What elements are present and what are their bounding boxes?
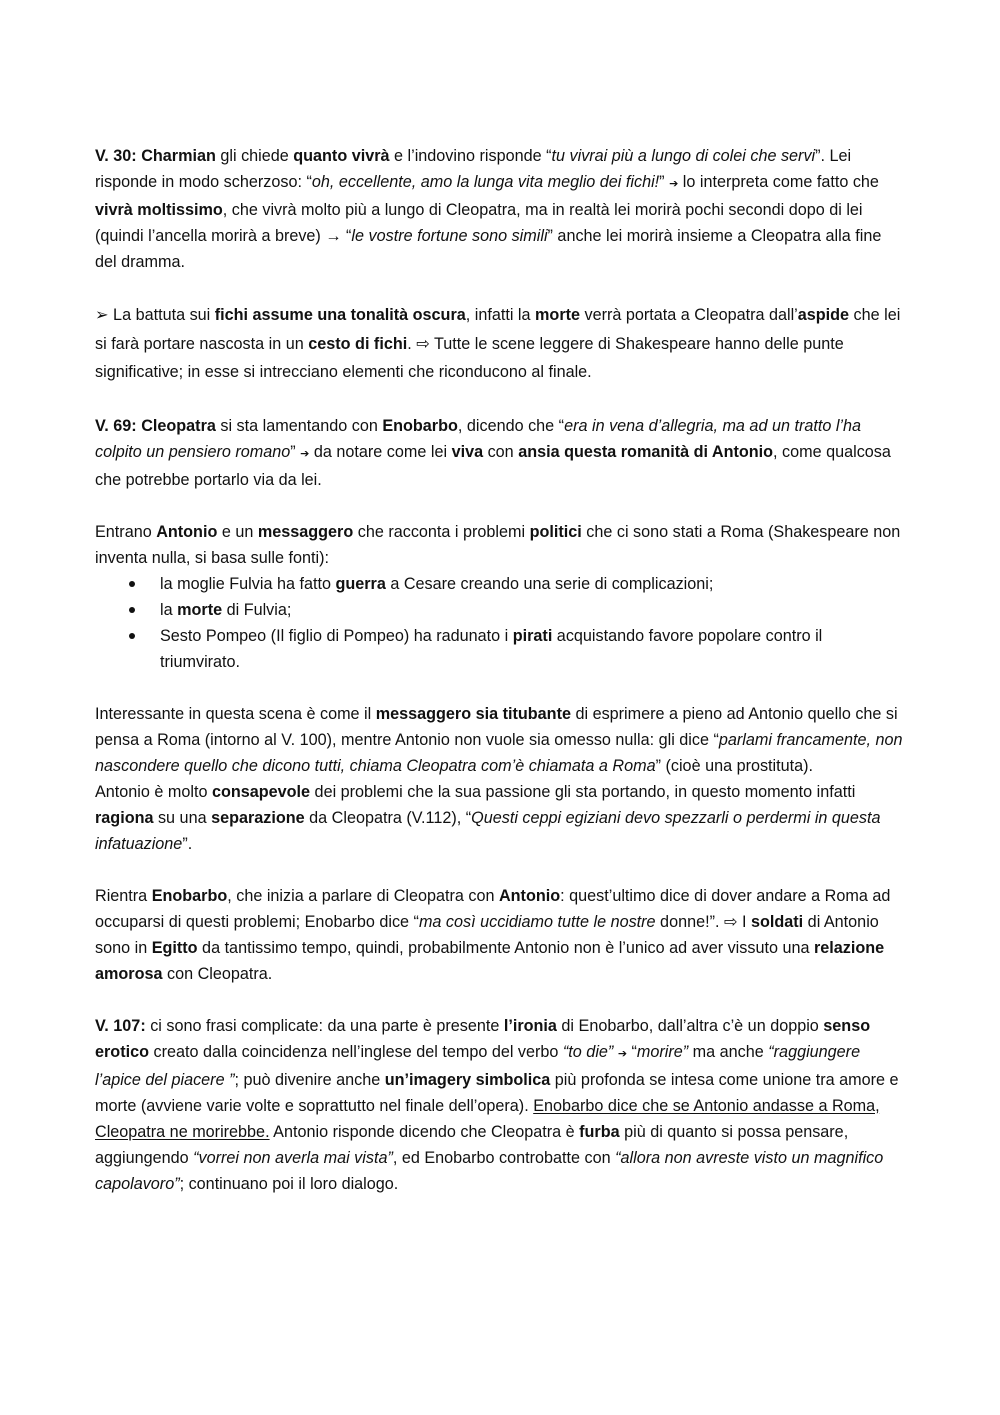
verse-ref: V. 30: [95, 147, 142, 165]
quote-text: morire” [636, 1042, 689, 1061]
text: di Fulvia; [222, 600, 292, 619]
bold-text: Enobarbo [382, 416, 458, 435]
text: di esprimere a pieno ad Antonio quello che si pensa a Roma (intorno al V. 100), mentre Antonio non vuole sia omesso nulla: gli dice “ [95, 704, 898, 749]
text: lo interpreta come fatto che [678, 173, 879, 191]
underlined-text: Enobarbo dice che se Antonio andasse a Roma, Cleopatra ne morirebbe. [95, 1096, 880, 1141]
paragraph-fichi [95, 301, 905, 387]
quote-text: “allora non avreste visto un magnifico capolavoro” [95, 1148, 884, 1193]
quote-text: oh, eccellente, amo la lunga vita meglio dei fichi! [311, 173, 660, 191]
text: Rientra [95, 886, 152, 905]
bold-text: ansia questa romanità di Antonio [518, 442, 774, 461]
text: Antonio risponde dicendo che Cleopatra è [269, 1122, 580, 1141]
paragraph-rientra [95, 883, 905, 987]
bold-text: morte [177, 600, 223, 619]
text: ” anche lei morirà insieme a Cleopatra alla fine del dramma. [95, 227, 882, 271]
text: donne!”. ⇨ I [655, 912, 752, 931]
text: che lei si farà portare nascosta in un [95, 306, 901, 353]
text: ”. Lei risponde in modo scherzoso: “ [95, 147, 852, 191]
text: ” [290, 442, 301, 461]
bold-text: politici [529, 522, 582, 541]
text: “ [341, 227, 352, 245]
quote-text: “to die” [562, 1042, 614, 1061]
text: si sta lamentando con [215, 416, 383, 435]
text: Interessante in questa scena è come il [95, 704, 376, 723]
text: e l’indovino risponde “ [389, 147, 552, 165]
bold-text: un’imagery simbolica [384, 1070, 551, 1089]
text: a Cesare creando una serie di complicazioni; [385, 574, 714, 593]
bold-text: Cleopatra [141, 416, 216, 435]
text: di Antonio sono in [95, 912, 879, 957]
text: “ [627, 1042, 637, 1061]
text: che racconta i problemi [353, 522, 530, 541]
bold-text: vivrà moltissimo [95, 201, 223, 219]
problems-list [95, 571, 905, 675]
paragraph-v107 [95, 1013, 905, 1197]
text: più profonda se intesa come unione tra amore e morte (avviene varie volte e soprattutto nel finale dell’opera). [95, 1070, 899, 1115]
bold-text: senso erotico [95, 1016, 871, 1061]
quote-text: “vorrei non averla mai vista” [193, 1148, 393, 1167]
paragraph-v30 [95, 143, 905, 275]
quote-text: ma così uccidiamo tutte le nostre [418, 912, 656, 931]
text: ”. [182, 834, 193, 853]
text: con Cleopatra. [162, 964, 273, 983]
text: , dicendo che “ [457, 416, 565, 435]
text: , infatti la [465, 306, 536, 324]
text: Antonio è molto [95, 782, 212, 801]
text: con [483, 442, 519, 461]
paragraph-v69 [95, 413, 905, 493]
arrow-bullet-text: ➢ La battuta sui [95, 306, 215, 324]
list-item [160, 597, 905, 623]
list-item [160, 623, 905, 675]
arrow-icon: ➔ [669, 178, 679, 190]
text: : quest’ultimo dice di dover andare a Roma ad occuparsi di questi problemi; Enobarbo dice “ [95, 886, 891, 931]
bold-text: messaggero sia titubante [375, 704, 571, 723]
text: ” [659, 173, 670, 191]
text: dei problemi che la sua passione gli sta portando, in questo momento infatti [310, 782, 856, 801]
bold-text: guerra [335, 574, 386, 593]
arrow-icon: ➔ [617, 1047, 628, 1060]
arrow-icon: → [325, 227, 342, 245]
paragraph-consapevole [95, 779, 905, 857]
bold-text: relazione amorosa [95, 938, 885, 983]
text: gli chiede [215, 147, 294, 165]
text: di Enobarbo, dall’altra c’è un doppio [556, 1016, 824, 1035]
text: ” (cioè una prostituta). [655, 756, 814, 775]
bold-text: Charmian [141, 147, 216, 165]
quote-text: le vostre fortune sono simili [351, 227, 548, 245]
bold-text: consapevole [211, 782, 311, 801]
text: la [160, 600, 178, 619]
bold-text: Antonio [156, 522, 218, 541]
bold-text: l’ironia [503, 1016, 557, 1035]
bold-text: aspide [797, 306, 850, 324]
text: ; può divenire anche [234, 1070, 385, 1089]
bold-text: quanto vivrà [293, 147, 390, 165]
text: creato dalla coincidenza nell’inglese del tempo del verbo [148, 1042, 563, 1061]
text: , ed Enobarbo controbatte con [392, 1148, 616, 1167]
text: da tantissimo tempo, quindi, probabilmente Antonio non è l’unico ad aver vissuto una [197, 938, 814, 957]
paragraph-entrano [95, 519, 905, 571]
text: , che inizia a parlare di Cleopatra con [227, 886, 499, 905]
bold-text: separazione [211, 808, 305, 827]
text: la moglie Fulvia ha fatto [160, 574, 336, 593]
text: su una [153, 808, 212, 827]
bold-text: fichi assume una tonalità oscura [214, 306, 466, 324]
bold-text: viva [451, 442, 484, 461]
quote-text: tu vivrai più a lungo di colei che servi [551, 147, 816, 165]
bold-text: pirati [512, 626, 553, 645]
text: , come qualcosa che potrebbe portarlo via da lei. [95, 442, 891, 489]
bold-text: Antonio [498, 886, 561, 905]
text: verrà portata a Cleopatra dall’ [580, 306, 798, 324]
verse-ref: V. 107: [95, 1016, 146, 1035]
arrow-icon: ➔ [300, 447, 310, 460]
bold-text: morte [535, 306, 581, 324]
verse-ref: V. 69: [95, 416, 142, 435]
quote-text: “raggiungere l’apice del piacere ” [95, 1042, 861, 1089]
text: . ⇨ Tutte le scene leggere di Shakespeare hanno delle punte significative; in esse si intrecciano elementi che riconducono al finale. [95, 334, 844, 381]
text: da Cleopatra (V.112), “ [304, 808, 472, 827]
text: da notare come lei [309, 442, 452, 461]
text: ci sono frasi complicate: da una parte è presente [145, 1016, 504, 1035]
bold-text: messaggero [257, 522, 354, 541]
text: Sesto Pompeo (Il figlio di Pompeo) ha radunato i [160, 626, 513, 645]
bold-text: ragiona [95, 808, 154, 827]
bold-text: furba [579, 1122, 620, 1141]
bold-text: Enobarbo [151, 886, 228, 905]
text: che ci sono stati a Roma (Shakespeare non inventa nulla, si basa sulle fonti): [95, 522, 901, 567]
text: ma anche [688, 1042, 769, 1061]
quote-text: Questi ceppi egiziani devo spezzarli o perdermi in questa infatuazione [95, 808, 881, 853]
text: Entrano [95, 522, 157, 541]
bold-text: soldati [751, 912, 804, 931]
bold-text: cesto di fichi [308, 334, 408, 353]
text: , che vivrà molto più a lungo di Cleopatra, ma in realtà lei morirà pochi secondi dopo di lei (quindi l’ancella morirà a breve) [95, 201, 863, 245]
text: acquistando favore popolare contro il triumvirato. [160, 626, 823, 671]
list-item [160, 571, 905, 597]
quote-text: parlami francamente, non nascondere quello che dicono tutti, chiama Cleopatra com’è chiamata a Roma [95, 730, 903, 775]
text: più di quanto si possa pensare, aggiungendo [95, 1122, 849, 1167]
text: ; continuano poi il loro dialogo. [179, 1174, 399, 1193]
paragraph-messaggero [95, 701, 905, 779]
quote-text: era in vena d’allegria, ma ad un tratto l’ha colpito un pensiero romano [95, 416, 862, 461]
bold-text: Egitto [151, 938, 198, 957]
text: e un [217, 522, 258, 541]
